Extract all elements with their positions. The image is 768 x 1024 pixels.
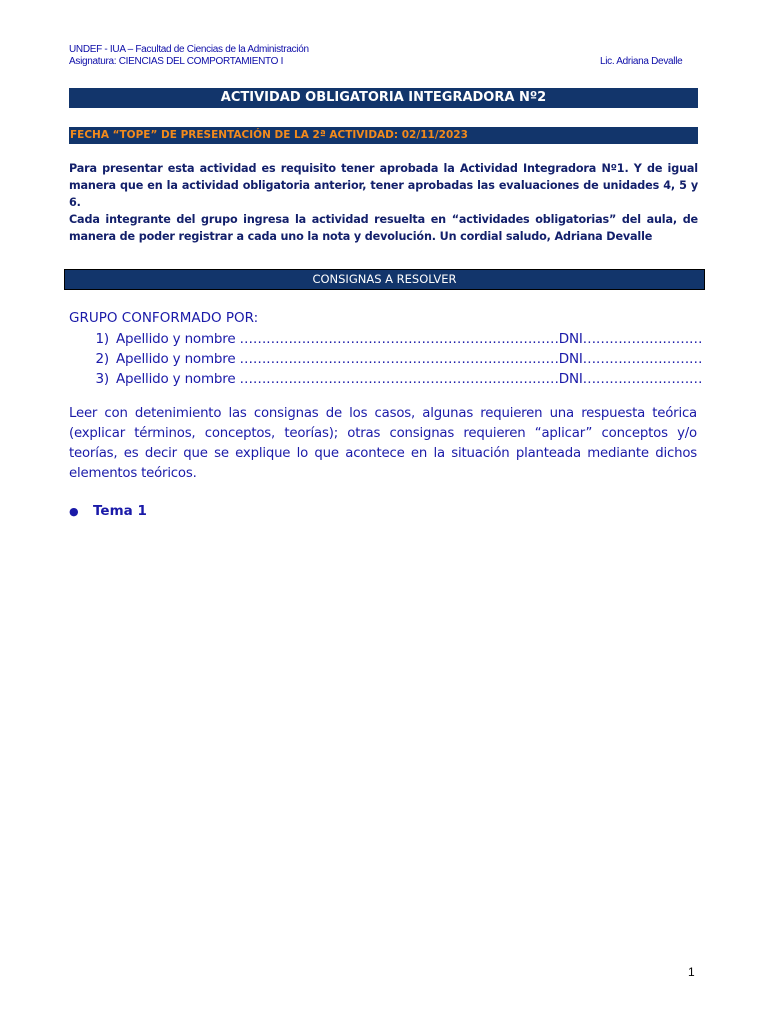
section-title: CONSIGNAS A RESOLVER [64,269,705,290]
header-author: Lic. Adriana Devalle [600,56,683,67]
deadline-banner: FECHA “TOPE” DE PRESENTACIÓN DE LA 2ª ACTIVIDAD: 02/11/2023 [69,127,698,144]
page-title: ACTIVIDAD OBLIGATORIA INTEGRADORA Nº2 [69,88,698,108]
topic-item [69,503,147,519]
list-item-number: 3) [95,371,109,387]
list-item [69,329,709,349]
group-title: GRUPO CONFORMADO POR: [69,310,259,326]
list-item-text: Apellido y nombre ………………………………………………………………DNI……………………… [116,351,703,367]
list-item [69,349,709,369]
list-item [69,369,709,389]
header-subject: Asignatura: CIENCIAS DEL COMPORTAMIENTO I [69,56,284,67]
bullet-icon: ● [69,505,79,518]
group-members-list [69,329,709,389]
intro-paragraph-2: Cada integrante del grupo ingresa la actividad resuelta en “actividades obligatorias” del aula, de manera de poder registrar a cada uno la nota y devolución. Un cordial saludo, Adriana Devalle [69,213,698,243]
header-institution: UNDEF - IUA – Facultad de Ciencias de la Administración [69,44,309,55]
list-item-text: Apellido y nombre ………………………………………………………………DNI……………………… [116,371,703,387]
list-item-number: 2) [95,351,109,367]
topic-label: Tema 1 [93,503,147,519]
intro-paragraph-1: Para presentar esta actividad es requisito tener aprobada la Actividad Integradora Nº1. Y de igual manera que en la actividad obligatoria anterior, tener aprobadas las evaluaciones de unidades 4, 5 y 6. [69,162,698,209]
instructions-paragraph: Leer con detenimiento las consignas de los casos, algunas requieren una respuesta teórica (explicar términos, conceptos, teorías); otras consignas requieren “aplicar” conceptos y/o teorías, es decir que se explique lo que acontece en la situación planteada mediante dichos elementos teóricos. [69,406,697,481]
list-item-text: Apellido y nombre ………………………………………………………………DNI……………………… [116,331,703,347]
page-number: 1 [688,965,695,979]
intro-text [69,160,698,245]
list-item-number: 1) [95,331,109,347]
